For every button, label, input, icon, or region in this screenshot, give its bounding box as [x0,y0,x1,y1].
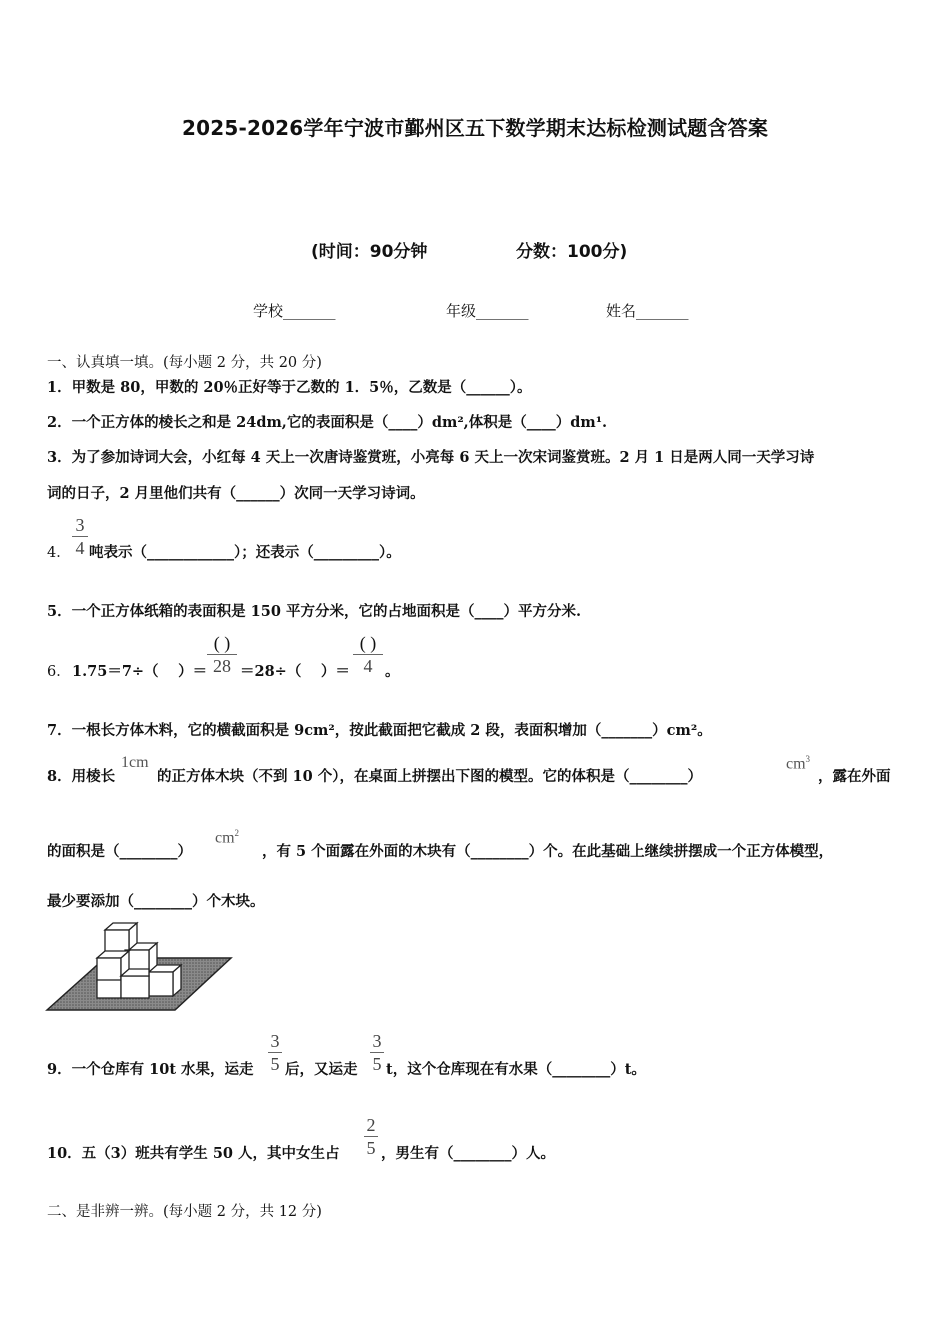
question-6-part-b: ＝28÷（ ）＝ [240,663,350,680]
fraction-bar [268,1052,282,1053]
question-6-number: 6． [47,664,71,680]
fraction-numerator: ( ) [359,633,377,653]
cube-front-face [121,976,149,998]
fraction-denominator: 4 [363,656,373,676]
fraction-blank-over-28 [207,633,237,676]
fraction-numerator: 3 [372,1031,382,1051]
unit-text: cm [786,755,806,773]
section2-heading: 二、是非辨一辨。(每小题 2 分，共 12 分) [47,1204,322,1220]
fraction-denominator: 5 [372,1054,382,1074]
fraction-numerator: 3 [270,1031,280,1051]
question-3-line2: 词的日子，2 月里他们共有（______）次同一天学习诗词。 [47,485,425,502]
exam-score: 分数：100分) [516,242,628,262]
question-1: 1．甲数是 80，甲数的 20％正好等于乙数的 1．5％，乙数是（______）。 [47,379,532,396]
fraction-bar [207,654,237,655]
fraction-two-fifths [364,1115,378,1158]
school-field: 学校_______ [253,302,336,320]
question-2: 2．一个正方体的棱长之和是 24dm,它的表面积是（____）dm²,体积是（____）dm¹. [47,414,608,431]
fraction-bar [364,1136,378,1137]
question-8-part-a: 的正方体木块（不到 10 个），在桌面上拼摆出下图的模型。它的体积是（________） [157,768,703,785]
question-9-part-b: 后，又运走 [285,1061,358,1078]
question-8-prefix: 8．用棱长 [47,768,116,785]
unit-square-cm [215,828,239,847]
fraction-numerator: ( ) [213,633,231,653]
unit-1cm: 1cm [121,754,149,771]
question-3-line1: 3．为了参加诗词大会，小红每 4 天上一次唐诗鉴赏班，小亮每 6 天上一次宋词鉴赏班。2 月 1 日是两人同一天学习诗 [47,449,815,466]
fraction-denominator: 4 [75,538,85,558]
question-4-text: 吨表示（____________）；还表示（_________）。 [89,544,401,561]
fraction-numerator: 3 [75,515,85,535]
fraction-numerator: 2 [366,1115,376,1135]
question-8-part-e: 最少要添加（________）个木块。 [47,893,265,910]
cube-model-figure [45,920,235,1012]
fraction-denominator: 28 [213,656,231,676]
fraction-three-quarters [72,515,88,558]
question-6-end: 。 [385,663,400,680]
fraction-bar [370,1052,384,1053]
page-title: 2025-2026学年宁波市鄞州区五下数学期末达标检测试题含答案 [181,116,769,140]
fraction-denominator: 5 [270,1054,280,1074]
cube-front-face [149,972,173,996]
question-10-part-a: 10．五（3）班共有学生 50 人，其中女生占 [47,1145,340,1162]
unit-exponent: 2 [234,828,240,838]
cube-front-face [97,980,121,998]
question-10-part-b: ，男生有（________）人。 [381,1145,555,1162]
exam-time: (时间：90分钟 [311,242,428,262]
cube-front-face [97,958,121,982]
question-5: 5．一个正方体纸箱的表面积是 150 平方分米，它的占地面积是（____）平方分米. [47,603,581,620]
question-9-part-a: 9．一个仓库有 10t 水果，运走 [47,1061,254,1078]
question-4-number: 4． [47,545,71,561]
unit-cubic-cm [786,754,810,773]
section1-heading: 一、认真填一填。(每小题 2 分，共 20 分) [47,355,322,371]
fraction-three-fifths-b [370,1031,384,1074]
fraction-three-fifths-a [268,1031,282,1074]
question-8-part-b: ，露在外面 [818,768,891,785]
question-9-part-c: t，这个仓库现在有水果（________）t。 [386,1061,646,1078]
fraction-blank-over-4 [353,633,383,676]
question-8-part-d: ，有 5 个面露在外面的木块有（________）个。在此基础上继续拼摆成一个正方体模型， [262,843,834,860]
fraction-bar [72,536,88,537]
question-7: 7．一根长方体木料，它的横截面积是 9cm²，按此截面把它截成 2 段，表面积增加（_______）cm²。 [47,722,712,739]
unit-text: cm [215,829,235,847]
unit-exponent: 3 [805,754,811,764]
grade-field: 年级_______ [446,302,529,320]
fraction-denominator: 5 [366,1138,376,1158]
fraction-bar [353,654,383,655]
question-6-part-a: 1.75＝7÷（ ）＝ [72,663,208,680]
name-field: 姓名_______ [606,302,689,320]
question-8-part-c: 的面积是（________） [47,843,192,860]
